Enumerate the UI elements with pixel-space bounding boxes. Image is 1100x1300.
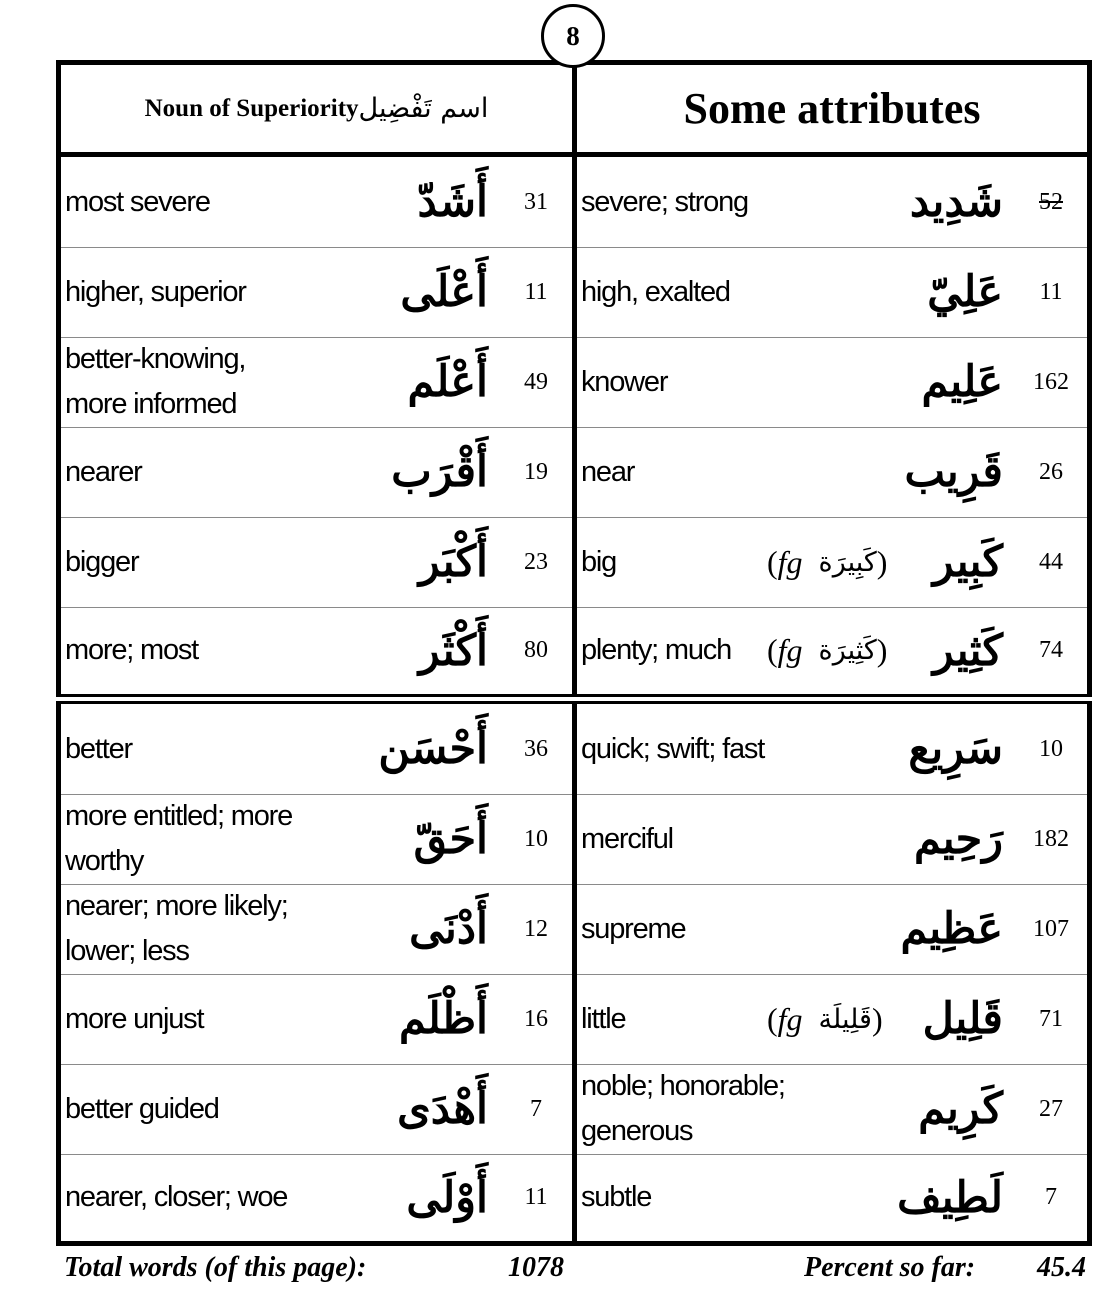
table-row-left: [61, 1064, 572, 1154]
superlative-arabic: أَهْدَى: [397, 1084, 488, 1134]
attribute-arabic: رَحِيم: [914, 814, 1003, 864]
superlative-meaning: nearer, closer; woe: [65, 1181, 288, 1214]
feminine-form: [767, 607, 887, 694]
superlative-arabic: أَحَقّ: [413, 814, 488, 864]
attribute-arabic: كَرِيم: [918, 1084, 1003, 1134]
spacer: [803, 544, 819, 581]
attribute-count: 182: [1033, 825, 1069, 852]
attribute-arabic: كَبِير: [932, 537, 1003, 587]
superlative-meaning: better guided: [65, 1092, 219, 1125]
header-right: Some attributes: [683, 84, 981, 133]
table-row-right: [577, 794, 1087, 884]
paren-close: ): [876, 632, 888, 668]
attribute-arabic: شَدِيد: [909, 177, 1003, 227]
attribute-arabic: قَرِيب: [904, 447, 1003, 497]
superlative-meaning: better: [65, 732, 132, 765]
superlative-meaning: more entitled; more worthy: [65, 800, 293, 877]
footer-percent-label: Percent so far:: [804, 1252, 976, 1283]
footer-total-value: 1078: [508, 1252, 564, 1283]
attribute-arabic: عَلِيّ: [927, 267, 1003, 317]
table-row-left: [61, 337, 572, 427]
superlative-meaning: more unjust: [65, 1002, 204, 1035]
superlative-count: 31: [524, 188, 548, 215]
superlative-meaning: most severe: [65, 185, 210, 218]
superlative-meaning: nearer: [65, 455, 142, 488]
table-row-left: [61, 974, 572, 1064]
attribute-count: 7: [1045, 1184, 1057, 1210]
attribute-meaning: big: [581, 545, 617, 578]
table-row-right: [577, 427, 1087, 517]
superlative-count: 80: [524, 637, 548, 663]
table-row-right: [577, 1154, 1087, 1241]
table-row-left: [61, 1154, 572, 1241]
superlative-count: 7: [530, 1095, 542, 1122]
attribute-count: 52: [1039, 188, 1063, 215]
attribute-arabic: كَثِير: [932, 625, 1003, 676]
superlative-count: 10: [524, 825, 548, 852]
paren-close: ): [871, 1000, 883, 1037]
attribute-arabic: سَرِيع: [908, 724, 1003, 774]
table-row-right: [577, 607, 1087, 694]
superlative-count: 23: [524, 548, 548, 575]
superlative-arabic: أَعْلَى: [400, 267, 488, 317]
table-row-right: [577, 157, 1087, 247]
table-row-right: [577, 884, 1087, 974]
superlative-arabic: أَدْنَى: [409, 904, 488, 954]
table-row-left: [61, 884, 572, 974]
attribute-meaning: near: [581, 455, 635, 488]
attribute-meaning: noble; honorable; generous: [581, 1070, 785, 1147]
superlative-meaning: better-knowing, more informed: [65, 343, 246, 420]
attribute-meaning: high, exalted: [581, 275, 730, 308]
attribute-count: 74: [1039, 637, 1063, 663]
attribute-meaning: knower: [581, 365, 668, 398]
table-row-right: [577, 1064, 1087, 1154]
attribute-count: 26: [1039, 458, 1063, 485]
page-number-badge: 8: [541, 4, 605, 68]
spacer: [803, 1001, 819, 1038]
feminine-arabic: كَثِيرَة: [818, 635, 877, 666]
superlative-arabic: أَكْثَر: [418, 625, 488, 676]
paren-open: (: [767, 543, 778, 580]
attribute-meaning: plenty; much: [581, 634, 732, 667]
superlative-meaning: bigger: [65, 545, 139, 578]
feminine-label: fg: [777, 1000, 803, 1037]
superlative-arabic: أَحْسَن: [378, 724, 488, 774]
attribute-meaning: merciful: [581, 822, 673, 855]
attribute-meaning: supreme: [581, 912, 686, 945]
table-row-right: [577, 974, 1087, 1064]
paren-close: ): [876, 543, 888, 580]
footer-total-label: Total words (of this page):: [64, 1252, 367, 1283]
section-divider: [56, 694, 1092, 704]
superlative-count: 49: [524, 368, 548, 395]
attribute-arabic: عَظِيم: [900, 904, 1003, 954]
attribute-meaning: little: [581, 1002, 626, 1035]
table-row-left: [61, 157, 572, 247]
attribute-meaning: subtle: [581, 1181, 652, 1214]
column-divider: [572, 66, 577, 1241]
feminine-form: [767, 517, 887, 607]
attribute-count: 162: [1033, 368, 1069, 395]
attribute-count: 107: [1033, 915, 1069, 942]
superlative-count: 16: [524, 1005, 548, 1032]
table-row-left: [61, 704, 572, 794]
attribute-count: 11: [1039, 278, 1063, 305]
superlative-meaning: more; most: [65, 634, 199, 667]
table-row-left: [61, 427, 572, 517]
attribute-meaning: severe; strong: [581, 185, 748, 218]
table-row-left: [61, 247, 572, 337]
table-row-left: [61, 607, 572, 694]
table-row-right: [577, 247, 1087, 337]
header-left-english: Noun of Superiority: [144, 94, 359, 122]
header-left-arabic: اسم تَفْضِيل: [358, 93, 489, 124]
attribute-count: 27: [1039, 1095, 1063, 1122]
superlative-count: 11: [524, 1184, 548, 1210]
paren-open: (: [767, 1000, 778, 1037]
paren-open: (: [767, 632, 778, 668]
superlative-count: 12: [524, 915, 548, 942]
superlative-meaning: higher, superior: [65, 275, 246, 308]
table-row-right: [577, 337, 1087, 427]
feminine-arabic: كَبِيرَة: [818, 546, 877, 578]
header-left: [61, 65, 572, 152]
spacer: [803, 632, 819, 669]
superlative-count: 19: [524, 458, 548, 485]
table-row-right: [577, 704, 1087, 794]
superlative-arabic: أَقْرَب: [391, 447, 488, 497]
feminine-form: [767, 974, 883, 1064]
superlative-arabic: أَظْلَم: [398, 994, 488, 1044]
superlative-count: 36: [524, 735, 548, 762]
attribute-count: 44: [1039, 548, 1063, 575]
table-row-left: [61, 517, 572, 607]
attribute-count: 10: [1039, 735, 1063, 762]
attribute-meaning: quick; swift; fast: [581, 732, 765, 765]
superlative-meaning: nearer; more likely; lower; less: [65, 890, 288, 967]
feminine-label: fg: [777, 543, 803, 580]
table-row-left: [61, 794, 572, 884]
attribute-arabic: قَلِيل: [922, 994, 1003, 1044]
superlative-arabic: أَعْلَم: [407, 357, 488, 407]
superlative-arabic: أَوْلَى: [406, 1172, 488, 1223]
attribute-arabic: لَطِيف: [897, 1172, 1003, 1223]
superlative-count: 11: [524, 278, 548, 305]
superlative-arabic: أَشَدّ: [417, 177, 488, 227]
feminine-arabic: قَلِيلَة: [818, 1003, 872, 1035]
table-row-right: [577, 517, 1087, 607]
attribute-count: 71: [1039, 1005, 1063, 1032]
feminine-label: fg: [777, 632, 803, 668]
footer-percent-value: 45.4: [1037, 1252, 1086, 1283]
header-divider: [56, 152, 1092, 157]
attribute-arabic: عَلِيم: [921, 357, 1003, 407]
superlative-arabic: أَكْبَر: [418, 537, 488, 587]
